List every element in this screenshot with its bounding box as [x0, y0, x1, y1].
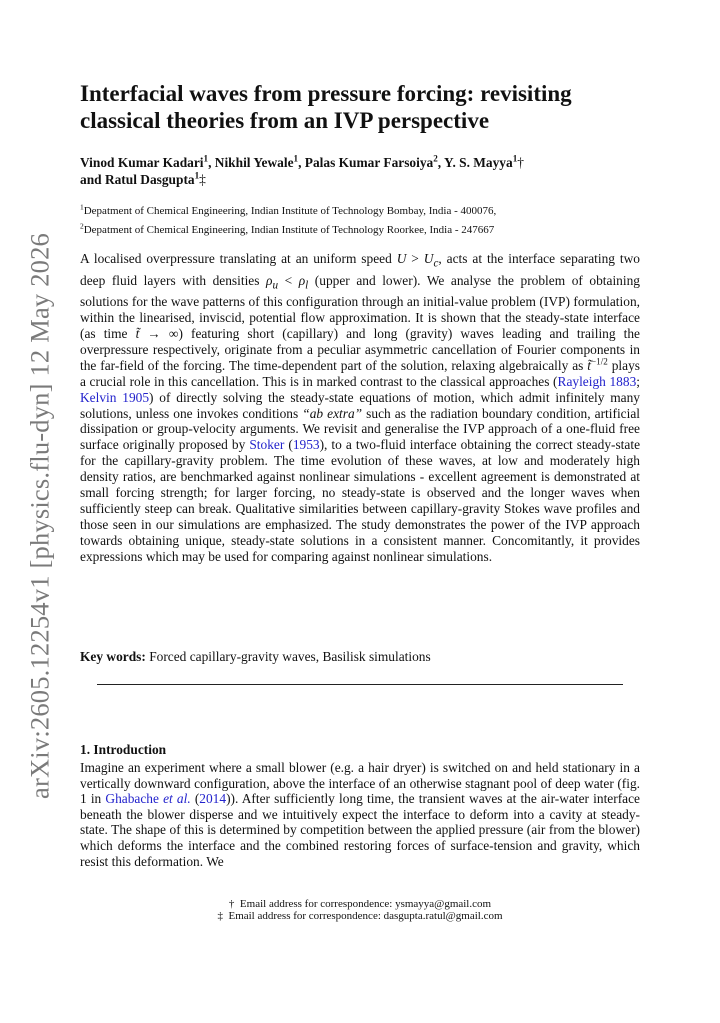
- introduction-paragraph: Imagine an experiment where a small blower (e.g. a hair dryer) is switched on and held stationary in a vertically downward configuration, above the interface of an otherwise stagnant pool of deep water (fig. 1 in Ghabache et al. (2014)). After sufficiently long time, the transient waves at the air-water interface beneath the blower disperse and we intuitively expect the interface to deform into a cavity at steady-state. The shape of this is determined by competition between the applied pressure (air from the blower) which deforms the interface and the combined restoring forces of surface-tension and gravity, which resist this deformation. We: [80, 760, 640, 869]
- section-divider: [97, 684, 623, 685]
- footnote-correspondence-1: † Email address for correspondence: ysmayya@gmail.com: [228, 898, 492, 910]
- author-list: Vinod Kumar Kadari$^1$, Nikhil Yewale$^1$, Palas Kumar Farsoiya$^2$, Y. S. Mayya$^1$† and Ratul Dasgupta$^1$‡: [80, 153, 524, 187]
- author-name: Palas Kumar Farsoiya: [304, 155, 434, 170]
- author-affiliation-mark: 1: [203, 153, 209, 164]
- citation-link-stoker-year[interactable]: 1953: [292, 437, 320, 453]
- citation-link-stoker[interactable]: Stoker: [249, 437, 285, 453]
- author-affiliation-mark: 2: [433, 153, 438, 164]
- affiliation-2: $^2$Depatment of Chemical Engineering, Indian Institute of Technology Roorkee, India - 247667: [80, 221, 495, 236]
- affiliation-1: $^1$Depatment of Chemical Engineering, Indian Institute of Technology Bombay, India - 400076,: [80, 202, 497, 217]
- author-name: Vinod Kumar Kadari: [80, 155, 204, 170]
- citation-link-rayleigh[interactable]: Rayleigh 1883: [557, 373, 637, 389]
- author-affiliation-mark: 1: [512, 153, 518, 164]
- author-name: Y. S. Mayya: [444, 155, 513, 170]
- citation-link-ghabache[interactable]: Ghabache et al.: [105, 791, 191, 807]
- section-heading-introduction: 1. Introduction: [80, 742, 167, 757]
- correspondence-dagger: †: [517, 155, 524, 170]
- correspondence-double-dagger: ‡: [199, 172, 206, 187]
- keywords: [80, 649, 640, 665]
- keywords-label: Key words:: [80, 649, 146, 664]
- author-name: Ratul Dasgupta: [104, 172, 195, 187]
- author-affiliation-mark: 1: [194, 170, 200, 181]
- citation-link-ghabache-year[interactable]: 2014: [199, 791, 227, 807]
- footnote-correspondence-2: ‡ Email address for correspondence: dasgupta.ratul@gmail.com: [217, 910, 503, 922]
- arxiv-identifier: arXiv:2605.12254v1 [physics.flu-dyn] 12 May 2026: [24, 232, 55, 800]
- abstract: A localised overpressure translating at an uniform speed $U > U_c$, acts at the interface separating two deep fluid layers with densities $\rho_u < \rho_l$ (upper and lower). We analyse the problem of obtaining solutions for the wave patterns of this configuration through an initial-value problem (IVP) formulation, within the linearised, inviscid, potential flow approximation. It is shown that the steady-state interface (as time t̃ → ∞) featuring short (capillary) and long (gravity) waves leading and trailing the overpressure respectively, originate from a peculiar asymmetric cancellation of Fourier components in the far-field of the forcing. The time-dependent part of the solution, relaxing algebraically as t̃$^{-1/2}$ plays a crucial role in this cancellation. This is in marked contrast to the classical approaches (Rayleigh 1883; Kelvin 1905) of directly solving the steady-state equations of motion, which admit infinitely many solutions, unless one invokes conditions “ab extra” such as the radiation boundary condition, artificial dissipation or group-velocity arguments. We revisit and generalise the IVP approach of a one-fluid free surface originally proposed by Stoker (1953), to a two-fluid interface obtaining the correct steady-state for the capillary-gravity problem. The time evolution of these waves, at low and moderately high density ratios, are benchmarked against nonlinear simulations - excellent agreement is demonstrated at small forcing strength; for larger forcing, no steady-state is observed and the longer waves when sufficiently steep can break. Qualitative similarities between capillary-gravity Stokes wave profiles and those seen in our simulations are emphasized. The study demonstrates the power of the IVP approach towards obtaining unique, steady-state solutions in a consistent manner. Concomitantly, it provides expressions which may be used for comparing against nonlinear simulations.: [80, 251, 641, 564]
- keywords-text: Forced capillary-gravity waves, Basilisk simulations: [145, 649, 431, 664]
- author-affiliation-mark: 1: [293, 153, 299, 164]
- arxiv-sidebar-stamp: [22, 196, 58, 836]
- paper-title: Interfacial waves from pressure forcing: revisiting classical theories from an IVP perspective: [80, 81, 572, 133]
- author-name: Nikhil Yewale: [214, 155, 294, 170]
- citation-link-kelvin[interactable]: Kelvin 1905: [80, 389, 150, 405]
